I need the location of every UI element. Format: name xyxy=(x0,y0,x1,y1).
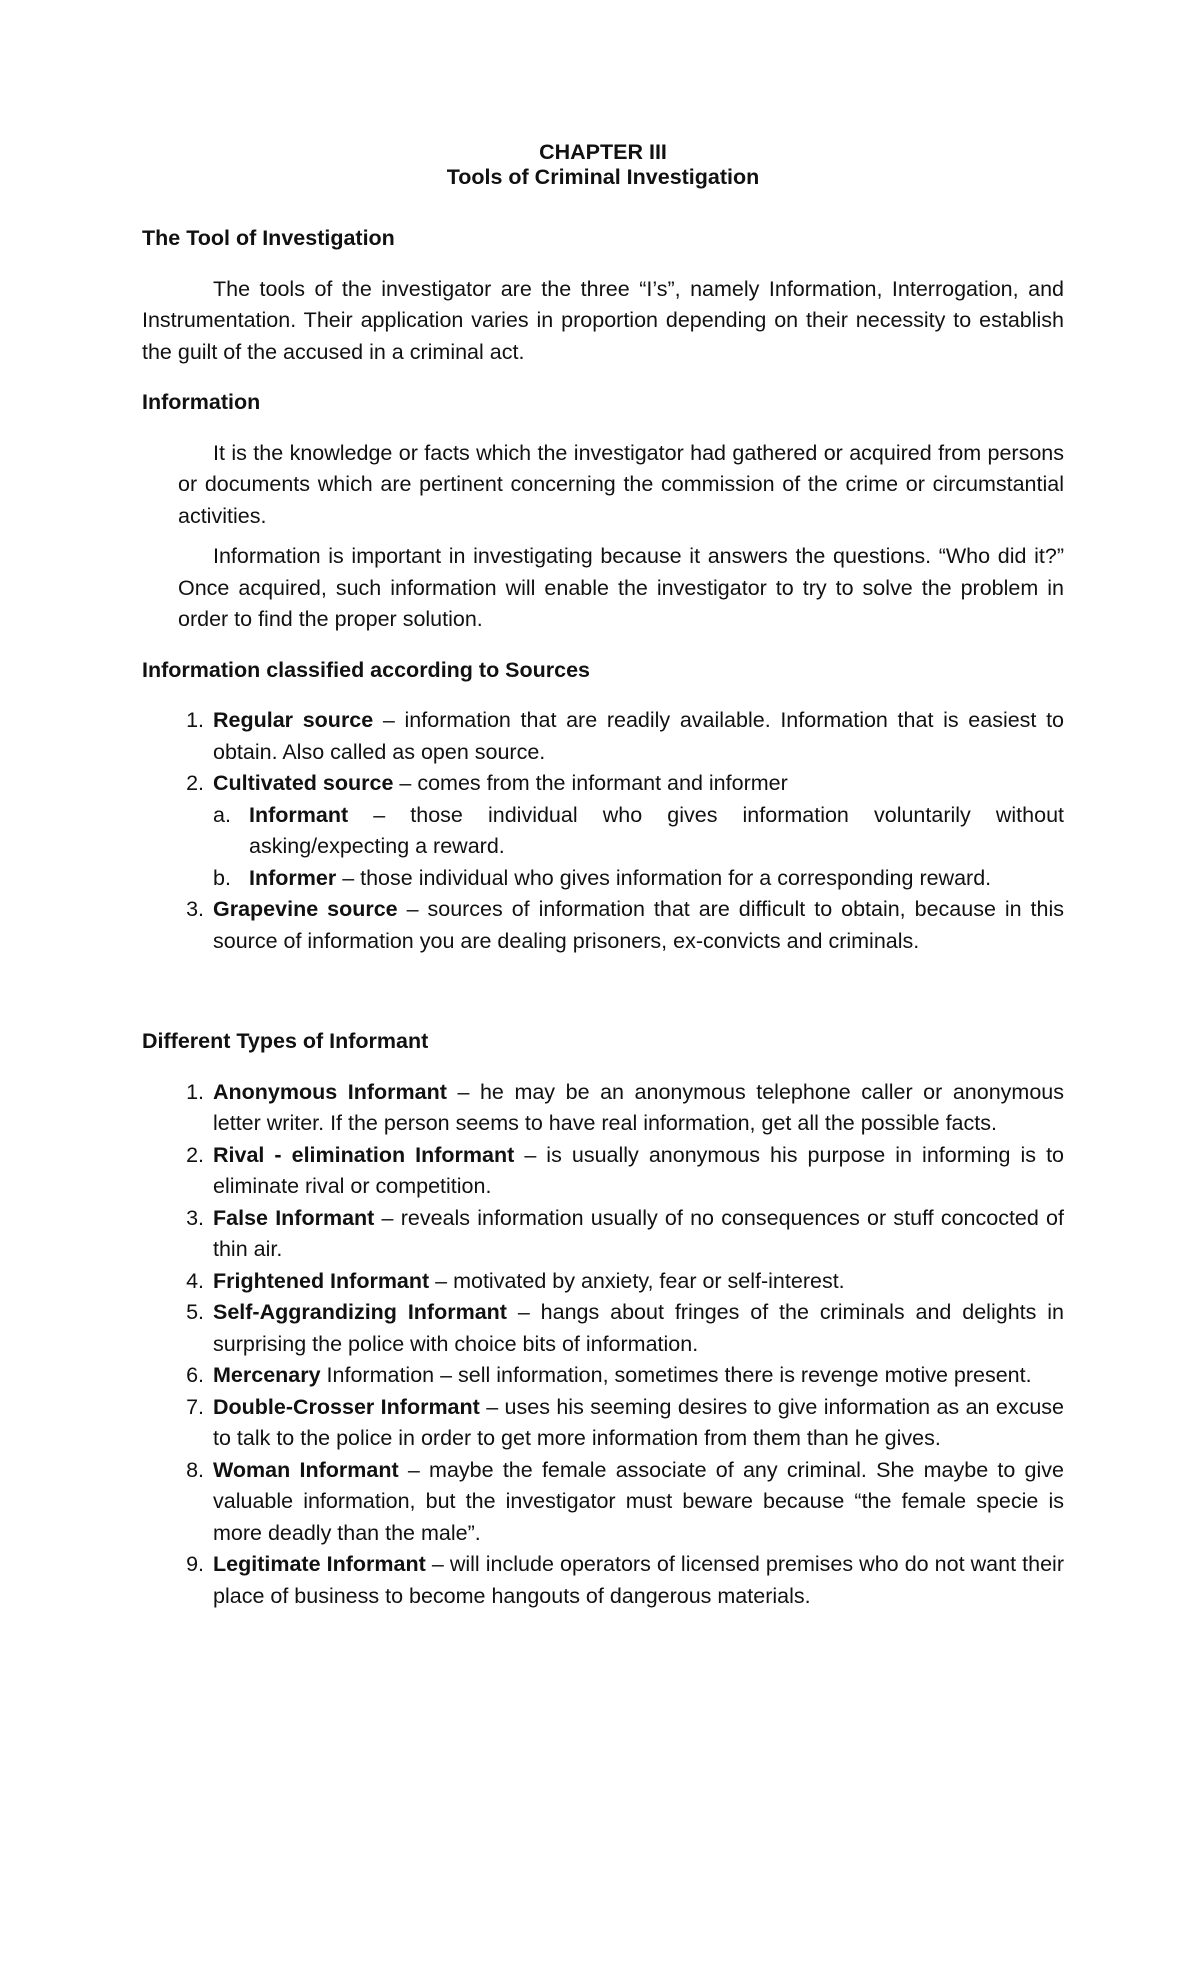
list-number: 5. xyxy=(186,1300,204,1324)
list-text: – those individual who gives information voluntarily without asking/expecting a reward. xyxy=(249,802,1064,858)
document-page xyxy=(142,140,1064,1612)
section-heading-tool: The Tool of Investigation xyxy=(142,226,395,250)
information-paragraph-2: Information is important in investigating because it answers the questions. “Who did it?” Once acquired, such information will enable the investigator to try to solve the problem in order to find the proper solution. xyxy=(178,544,1064,631)
information-paragraph-1: It is the knowledge or facts which the investigator had gathered or acquired from persons or documents which are pertinent concerning the commission of the crime or circumstantial activities. xyxy=(178,440,1064,528)
list-term: Grapevine source xyxy=(213,897,398,921)
list-term: Informer xyxy=(249,865,337,890)
list-term: Woman Informant xyxy=(213,1457,399,1482)
list-text: – maybe the female associate of any criminal. She maybe to give valuable information, but the investigator must beware because “the female specie is more deadly than the male”. xyxy=(213,1457,1064,1545)
list-term: Double-Crosser Informant xyxy=(213,1394,480,1419)
chapter-number: CHAPTER III xyxy=(539,140,667,164)
list-text: – is usually anonymous his purpose in informing is to eliminate rival or competition. xyxy=(213,1142,1064,1198)
chapter-title: Tools of Criminal Investigation xyxy=(446,165,760,189)
list-text: – comes from the informant and informer xyxy=(393,771,788,795)
list-text: – those individual who gives information for a corresponding reward. xyxy=(336,865,992,890)
list-text: – will include operators of licensed premises who do not want their place of business to become hangouts of dangerous materials. xyxy=(213,1552,1064,1608)
list-number: 1. xyxy=(186,1079,204,1104)
list-number: 1. xyxy=(186,708,204,732)
list-item xyxy=(142,1077,1064,1140)
information-block xyxy=(178,438,1064,636)
list-number: 3. xyxy=(186,897,204,921)
list-text: – motivated by anxiety, fear or self-interest. xyxy=(429,1268,845,1293)
list-letter: a. xyxy=(213,802,231,827)
informant-types-list xyxy=(142,1077,1064,1613)
tool-paragraph: The tools of the investigator are the three “I’s”, namely Information, Interrogation, and Instrumentation. Their application varies in proportion depending on their necessity to establish the guilt of the accused in a criminal act. xyxy=(142,276,1064,364)
list-number: 6. xyxy=(186,1363,204,1387)
list-text: Information – sell information, sometimes there is revenge motive present. xyxy=(320,1363,1032,1387)
list-item xyxy=(142,1549,1064,1612)
section-heading-informant-types: Different Types of Informant xyxy=(142,1029,429,1053)
list-term: Frightened Informant xyxy=(213,1268,430,1293)
list-item xyxy=(142,1266,1064,1298)
list-item xyxy=(142,1140,1064,1203)
list-subitem xyxy=(142,863,1064,895)
list-text: – uses his seeming desires to give information as an excuse to talk to the police in order to get more information from them than he gives. xyxy=(213,1394,1065,1450)
list-item xyxy=(142,1392,1064,1455)
list-text: – sources of information that are difficult to obtain, because in this source of information you are dealing prisoners, ex-convicts and criminals. xyxy=(213,897,1064,953)
list-item xyxy=(142,768,1064,800)
list-item xyxy=(142,1360,1064,1392)
list-term: False Informant xyxy=(213,1205,375,1230)
list-term: Anonymous Informant xyxy=(213,1079,447,1104)
list-subitem xyxy=(142,800,1064,863)
list-item xyxy=(142,1455,1064,1550)
list-term: Cultivated source xyxy=(213,771,394,795)
list-term: Regular source xyxy=(213,708,374,732)
list-term: Informant xyxy=(249,802,349,827)
list-number: 3. xyxy=(186,1205,204,1230)
list-number: 4. xyxy=(186,1268,204,1293)
list-number: 2. xyxy=(186,771,204,795)
list-term: Rival - elimination Informant xyxy=(213,1142,515,1167)
list-text: – hangs about fringes of the criminals and delights in surprising the police with choice bits of information. xyxy=(213,1300,1064,1356)
list-number: 8. xyxy=(186,1457,204,1482)
list-term: Mercenary xyxy=(213,1363,321,1387)
list-item xyxy=(142,894,1064,957)
list-item xyxy=(142,1297,1064,1360)
list-text: – he may be an anonymous telephone caller or anonymous letter writer. If the person seems to have real information, get all the possible facts. xyxy=(213,1079,1064,1135)
section-heading-information: Information xyxy=(142,390,261,414)
list-letter: b. xyxy=(213,865,231,890)
list-text: – reveals information usually of no consequences or stuff concocted of thin air. xyxy=(213,1205,1064,1261)
sources-list xyxy=(142,705,1064,957)
list-text: – information that are readily available. Information that is easiest to obtain. Also called as open source. xyxy=(213,708,1065,764)
list-item xyxy=(142,1203,1064,1266)
list-item xyxy=(142,705,1064,768)
section-heading-sources: Information classified according to Sources xyxy=(142,657,591,682)
list-term: Legitimate Informant xyxy=(213,1552,426,1576)
list-term: Self-Aggrandizing Informant xyxy=(213,1300,507,1324)
list-number: 7. xyxy=(186,1394,204,1419)
list-number: 2. xyxy=(186,1142,204,1167)
list-number: 9. xyxy=(186,1552,204,1576)
